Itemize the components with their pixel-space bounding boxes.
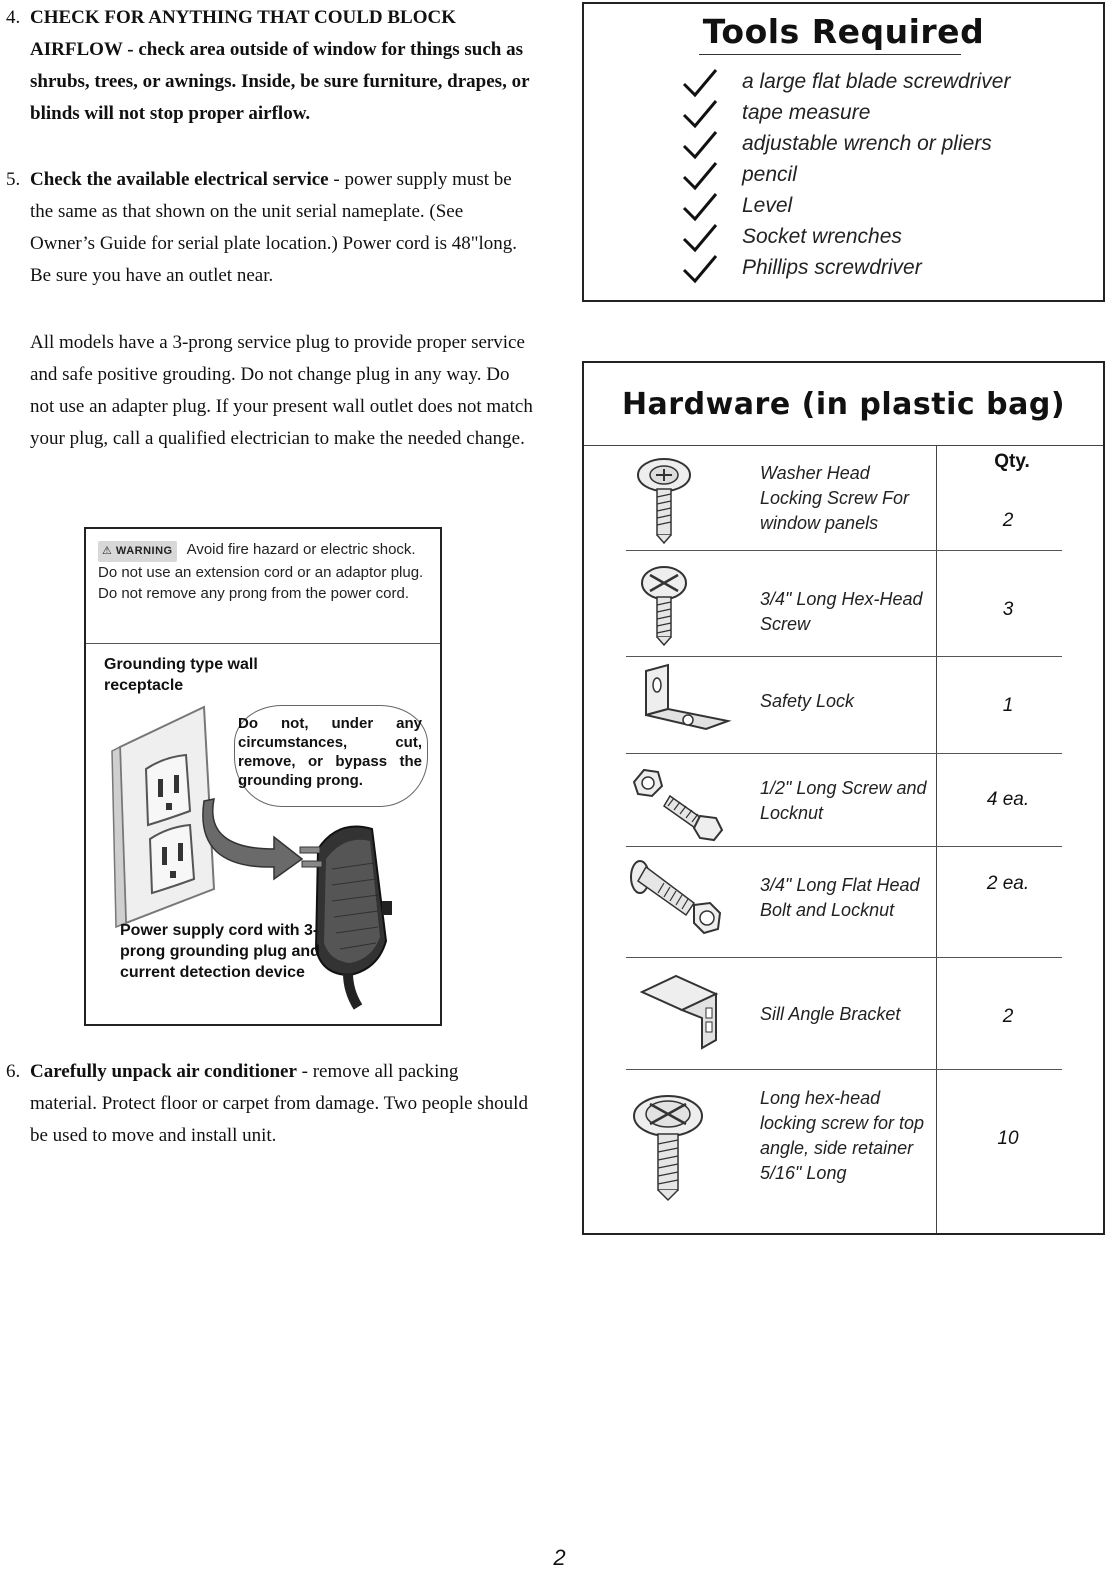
step-number: 6. <box>6 1061 21 1082</box>
hardware-qty: 10 <box>997 1128 1019 1149</box>
checkmark-icon <box>682 223 718 253</box>
hardware-desc: Long hex-head locking screw for top angle, side retainer 5/16" Long <box>760 1088 925 1183</box>
long-hex-head-locking-screw-icon <box>624 1090 714 1202</box>
tool-item <box>682 192 1082 223</box>
tool-item <box>682 223 1082 254</box>
sill-angle-bracket-icon <box>624 970 734 1060</box>
step-5-lead: Check the available electrical service <box>30 169 329 190</box>
hardware-desc: 1/2" Long Screw and Locknut <box>760 778 927 823</box>
tool-label: pencil <box>742 163 797 186</box>
tools-required-box <box>582 2 1105 302</box>
tool-label: tape measure <box>742 101 871 124</box>
hardware-desc: 3/4" Long Hex-Head Screw <box>760 589 923 634</box>
hardware-desc: 3/4" Long Flat Head Bolt and Locknut <box>760 875 920 920</box>
tool-label: adjustable wrench or pliers <box>742 132 992 155</box>
step-6-body: - remove all packing material. Protect floor or carpet from damage. Two people should be used to move and install unit. <box>30 1061 528 1146</box>
hardware-qty: 2 <box>1002 510 1014 531</box>
hardware-row <box>584 958 1103 1069</box>
step-6-lead: Carefully unpack air conditioner <box>30 1061 297 1082</box>
warning-badge: ⚠ WARNING <box>98 541 177 562</box>
flat-head-bolt-and-locknut-icon <box>624 855 734 947</box>
checkmark-icon <box>682 99 718 129</box>
warning-badge-label: WARNING <box>115 545 173 557</box>
step-5-text <box>30 164 530 292</box>
tool-item <box>682 161 1082 192</box>
checkmark-icon <box>682 68 718 98</box>
step-number: 4. <box>6 7 21 28</box>
hardware-desc: Sill Angle Bracket <box>760 1004 901 1024</box>
hardware-desc: Washer Head Locking Screw For window panels <box>760 463 910 533</box>
hardware-row <box>584 447 1103 550</box>
hardware-qty: 2 <box>1002 1006 1014 1027</box>
checkmark-icon <box>682 161 718 191</box>
screw-and-locknut-icon <box>624 760 734 844</box>
page-number: 2 <box>553 1545 566 1570</box>
step-number: 5. <box>6 169 21 190</box>
tool-label: a large flat blade screwdriver <box>742 70 1011 93</box>
cord-label: Power supply cord with 3-prong grounding plug and current detection device <box>120 922 320 981</box>
hardware-row <box>584 657 1103 753</box>
hardware-qty: 4 ea. <box>986 789 1030 810</box>
hardware-qty: 2 ea. <box>986 873 1030 894</box>
hardware-title: Hardware (in plastic bag) <box>621 387 1066 422</box>
plug-paragraph: All models have a 3-prong service plug to provide proper service and safe positive grouding. Do not change plug in any way. Do not use an adapter plug. If your present wall outlet does not match your plug, call a qualified electrician to make the needed change. <box>30 332 533 449</box>
hardware-qty: 1 <box>1002 695 1014 716</box>
step-6-text <box>30 1056 530 1152</box>
power-cord-icon <box>348 973 358 1007</box>
receptacle-label: Grounding type wall receptacle <box>104 656 258 694</box>
tool-item <box>682 99 1082 130</box>
checkmark-icon <box>682 192 718 222</box>
hex-head-screw-icon <box>624 563 704 647</box>
hardware-row <box>584 847 1103 957</box>
warning-box <box>84 527 442 1026</box>
tools-title: Tools Required <box>702 12 985 51</box>
tool-item <box>682 254 1082 285</box>
hardware-row <box>584 551 1103 656</box>
hardware-row <box>584 1070 1103 1233</box>
checkmark-icon <box>682 130 718 160</box>
step-4-text: CHECK FOR ANYTHING THAT COULD BLOCK AIRFLOW - check area outside of window for things such as shrubs, trees, or awnings. Inside, be sure furniture, drapes, or blinds will not stop proper airflow. <box>30 7 530 124</box>
qty-header: Qty. <box>994 451 1030 472</box>
hardware-qty: 3 <box>1002 599 1014 620</box>
tool-label: Phillips screwdriver <box>742 256 922 279</box>
washer-head-screw-icon <box>624 453 704 545</box>
warning-text: Avoid fire hazard or electric shock. Do not use an extension cord or an adaptor plug. Do not remove any prong from the power cord. <box>98 541 424 602</box>
tools-title-underline <box>699 54 961 55</box>
hardware-box <box>582 361 1105 1235</box>
checkmark-icon <box>682 254 718 284</box>
tool-item <box>682 68 1082 99</box>
hardware-header-divider <box>584 445 1103 446</box>
hardware-desc: Safety Lock <box>760 691 855 711</box>
tool-label: Level <box>742 194 793 217</box>
safety-lock-bracket-icon <box>624 663 734 743</box>
callout-text: Do not, under any circumstances, cut, remove, or bypass the grounding prong. <box>238 715 422 789</box>
step-5-body: - power supply must be the same as that shown on the unit serial nameplate. (See Owner’s Guide for serial plate location.) Power cord is 48"long. Be sure you have an outlet near. <box>30 169 518 286</box>
tool-label: Socket wrenches <box>742 225 902 248</box>
curved-arrow-icon <box>203 799 302 879</box>
hardware-row <box>584 754 1103 846</box>
tool-item <box>682 130 1082 161</box>
